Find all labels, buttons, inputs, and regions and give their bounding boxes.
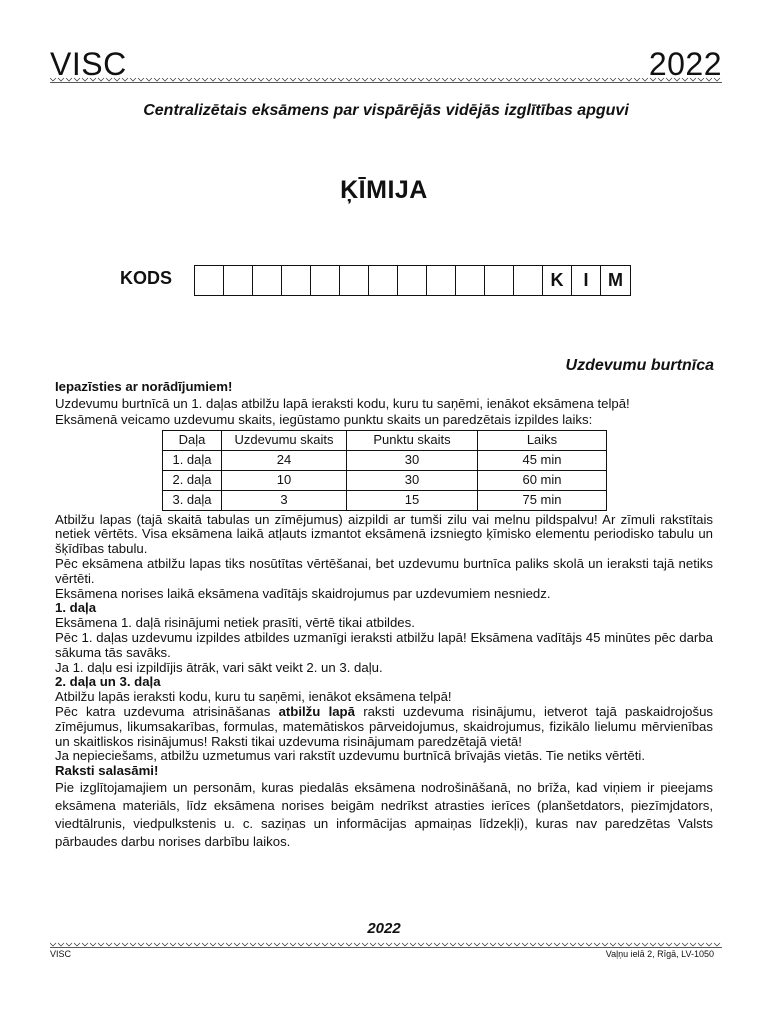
org-name: VISC bbox=[50, 46, 127, 82]
table-row bbox=[163, 490, 607, 510]
table-cell: 10 bbox=[222, 470, 347, 490]
table-cell: 3. daļa bbox=[163, 490, 222, 510]
instruction-sheets: Pēc eksāmena atbilžu lapas tiks nosūtītas vērtēšanai, bet uzdevumu burtnīca paliks skolā un ieraksti tajā netiks vērtēti. bbox=[55, 555, 713, 586]
code-box bbox=[369, 266, 398, 295]
table-header: Uzdevumu skaits bbox=[222, 430, 347, 450]
code-box-k: K bbox=[543, 266, 572, 295]
code-boxes bbox=[194, 265, 631, 296]
code-box bbox=[456, 266, 485, 295]
exam-subtitle: Centralizētais eksāmens par vispārējās vidējās izglītības apguvi bbox=[143, 102, 629, 119]
footer-org: VISC bbox=[50, 949, 72, 959]
table-cell: 30 bbox=[347, 470, 478, 490]
table-header-row bbox=[163, 430, 607, 450]
subject-title: ĶĪMIJA bbox=[340, 176, 428, 204]
part23-text-end: raksti uzdevuma risinājumu, ietverot tajā paskaidrojošus zīmējumus, likumsakarības, formulas, matemātiskos pārveidojumus, skaidrojumus, fizikālo lielumu mērvienības un skaitliskos risinājumus! Raksti tikai uzdevuma risinājumam paredzētajā vietā! bbox=[55, 703, 713, 749]
code-box bbox=[340, 266, 369, 295]
table-cell: 2. daļa bbox=[163, 470, 222, 490]
code-box bbox=[253, 266, 282, 295]
code-box bbox=[224, 266, 253, 295]
table-header: Daļa bbox=[163, 430, 222, 450]
instruction-code: Uzdevumu burtnīcā un 1. daļas atbilžu lapā ieraksti kodu, kuru tu saņēmi, ienākot eksāmena telpā! bbox=[55, 395, 630, 411]
part1-text: Eksāmena 1. daļā risinājumi netiek prasīti, vērtē tikai atbildes. bbox=[55, 615, 415, 631]
footer-year: 2022 bbox=[367, 920, 401, 937]
table-cell: 60 min bbox=[478, 470, 607, 490]
ornament-border-top bbox=[50, 77, 722, 83]
table-cell: 15 bbox=[347, 490, 478, 510]
code-box bbox=[311, 266, 340, 295]
code-box bbox=[485, 266, 514, 295]
table-cell: 3 bbox=[222, 490, 347, 510]
code-box bbox=[398, 266, 427, 295]
code-label: KODS bbox=[120, 268, 173, 288]
part23-text: Atbilžu lapās ieraksti kodu, kuru tu saņēmi, ienākot eksāmena telpā! bbox=[55, 689, 452, 705]
table-cell: 24 bbox=[222, 450, 347, 470]
code-box bbox=[427, 266, 456, 295]
footer-address: Vaļņu ielā 2, Rīgā, LV-1050 bbox=[605, 949, 714, 959]
header-year: 2022 bbox=[648, 46, 722, 82]
code-box bbox=[195, 266, 224, 295]
warning-text: Pie izglītojamajiem un personām, kuras piedalās eksāmena nodrošināšanā, no brīža, kad viņiem ir pieejams eksāmena materiāls, līdz eksāmena norises beigām nedrīkst atrasties ierīces (planšetdators, piezīmjdators, viedtālrunis, viedpulkstenis u. c. saziņas un informācijas apmaiņas līdzekļi), kuras nav paredzētas Valsts pārbaudes darbu norises darbību laikos. bbox=[55, 779, 713, 849]
part23-heading: 2. daļa un 3. daļa bbox=[55, 674, 161, 690]
table-cell: 75 min bbox=[478, 490, 607, 510]
instruction-no-explanations: Eksāmena norises laikā eksāmena vadītājs skaidrojumus par uzdevumiem nesniedz. bbox=[55, 585, 551, 601]
part23-text-emphasis: atbilžu lapā bbox=[278, 703, 355, 719]
table-row bbox=[163, 470, 607, 490]
part23-text bbox=[55, 705, 713, 749]
instruction-pen: Atbilžu lapas (tajā skaitā tabulas un zīmējumus) aizpildi ar tumši zilu vai melnu pildspalvu! Ar zīmuli rakstītais netiek vērtēts. Visa eksāmena laikā atļauts izmantot eksāmenā izsniegto ķīmisko elementu periodisko tabulu un šķīdības tabulu. bbox=[55, 511, 713, 557]
booklet-title: Uzdevumu burtnīca bbox=[565, 357, 714, 374]
table-cell: 30 bbox=[347, 450, 478, 470]
code-box bbox=[282, 266, 311, 295]
table-row bbox=[163, 450, 607, 470]
part23-text: Ja nepieciešams, atbilžu uzmetumus vari rakstīt uzdevumu burtnīcā brīvajās vietās. Tie netiks vērtēti. bbox=[55, 748, 646, 764]
parts-table bbox=[162, 430, 607, 511]
table-cell: 45 min bbox=[478, 450, 607, 470]
table-header: Laiks bbox=[478, 430, 607, 450]
warning-heading: Raksti salasāmi! bbox=[55, 763, 159, 779]
code-box bbox=[514, 266, 543, 295]
part23-text-start: Pēc katra uzdevuma atrisināšanas bbox=[55, 703, 279, 719]
ornament-border-bottom bbox=[50, 942, 722, 948]
instruction-table-intro: Eksāmenā veicamo uzdevumu skaits, iegūstamo punktu skaits un paredzētais izpildes laiks: bbox=[55, 411, 593, 427]
part1-text: Ja 1. daļu esi izpildījis ātrāk, vari sākt veikt 2. un 3. daļu. bbox=[55, 659, 383, 675]
instructions bbox=[55, 380, 713, 851]
part1-text: Pēc 1. daļas uzdevumu izpildes atbildes uzmanīgi ieraksti atbilžu lapā! Eksāmena vadītājs 45 minūtes pēc darba sākuma tās savāks. bbox=[55, 629, 713, 660]
part1-heading: 1. daļa bbox=[55, 600, 97, 616]
instructions-heading: Iepazīsties ar norādījumiem! bbox=[55, 379, 233, 394]
table-cell: 1. daļa bbox=[163, 450, 222, 470]
code-box-m: M bbox=[608, 270, 623, 290]
table-header: Punktu skaits bbox=[347, 430, 478, 450]
code-box-i: I bbox=[572, 266, 601, 295]
